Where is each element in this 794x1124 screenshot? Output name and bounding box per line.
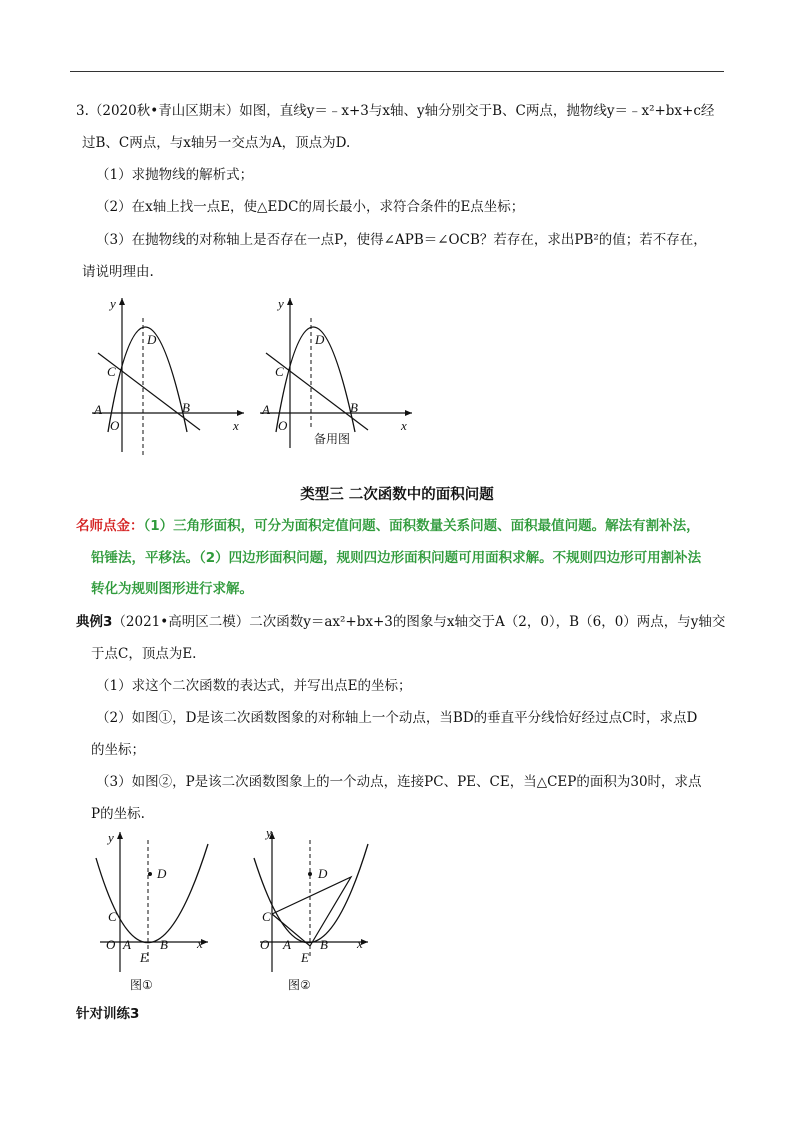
ex3-fig2-D-label: D bbox=[318, 866, 328, 881]
fig2-D-label: D bbox=[315, 332, 325, 347]
training-heading: 针对训练3 bbox=[76, 1006, 140, 1022]
ex3-fig2-caption: 图② bbox=[288, 978, 311, 992]
q3-part1: （1）求抛物线的解析式； bbox=[96, 167, 254, 183]
fig1-B-label: B bbox=[182, 400, 190, 415]
ex3-fig1-D-label: D bbox=[157, 866, 167, 881]
ex3-fig2-y-label: y bbox=[266, 825, 272, 840]
q3-figure-1 bbox=[86, 290, 256, 464]
ex3-line1 bbox=[76, 612, 725, 632]
q3-part3-cont: 请说明理由. bbox=[82, 264, 154, 280]
tip-line2: 铅锤法，平移法。（2）四边形面积问题，规则四边形面积问题可用面积求解。不规则四边形可用割补法 bbox=[91, 550, 702, 566]
ex3-fig2-E-label: E bbox=[301, 950, 309, 965]
tip-text1: （1）三角形面积，可分为面积定值问题、面积数量关系问题、面积最值问题。解法有割补法， bbox=[143, 518, 700, 534]
ex3-fig2-x-label: x bbox=[357, 936, 363, 951]
ex3-fig2-C-label: C bbox=[262, 909, 271, 924]
fig1-A-label: A bbox=[94, 402, 102, 417]
ex3-fig1-O-label: O bbox=[106, 937, 116, 952]
fig2-B-label: B bbox=[350, 400, 358, 415]
fig1-y-label: y bbox=[110, 296, 116, 311]
ex3-part2-cont: 的坐标； bbox=[91, 742, 145, 758]
fig2-caption: 备用图 bbox=[314, 432, 351, 446]
ex3-fig1-x-label: x bbox=[197, 936, 203, 951]
fig2-x-label: x bbox=[401, 418, 407, 433]
fig2-O-label: O bbox=[278, 418, 288, 433]
ex3-fig1-caption: 图① bbox=[130, 978, 153, 992]
section-title: 类型三 二次函数中的面积问题 bbox=[300, 487, 494, 503]
ex3-part2: （2）如图①，D是该二次函数图象的对称轴上一个动点，当BD的垂直平分线恰好经过点C时，求点D bbox=[96, 710, 698, 726]
q3-part3: （3）在抛物线的对称轴上是否存在一点P，使得∠APB＝∠OCB？若存在，求出PB²的值；若不存在， bbox=[96, 232, 707, 248]
q3-figure-2 bbox=[254, 290, 424, 454]
ex3-fig1-E-label: E bbox=[140, 950, 148, 965]
ex3-line2: 于点C，顶点为E. bbox=[91, 646, 197, 662]
ex3-fig1-C-label: C bbox=[108, 909, 117, 924]
fig1-x-label: x bbox=[233, 418, 239, 433]
q3-line1: 3.（2020秋•青山区期末）如图，直线y＝﹣x+3与x轴、y轴分别交于B、C两点，抛物线y＝﹣x²+bx+c经 bbox=[76, 103, 715, 119]
fig2-C-label: C bbox=[275, 364, 284, 379]
ex3-figure-1 bbox=[90, 822, 220, 1001]
tip-label: 名师点金： bbox=[76, 518, 144, 534]
ex3-fig1-B-label: B bbox=[160, 937, 168, 952]
ex3-part3-cont: P的坐标. bbox=[91, 806, 145, 822]
ex3-fig1-y-label: y bbox=[108, 830, 114, 845]
ex3-part1: （1）求这个二次函数的表达式，并写出点E的坐标； bbox=[96, 678, 412, 694]
ex3-fig2-O-label: O bbox=[260, 937, 270, 952]
ex3-fig2-A-label: A bbox=[283, 937, 291, 952]
ex3-text1: （2021•高明区二模）二次函数y＝ax²+bx+3的图象与x轴交于A（2，0），B（6，0）两点，与y轴交 bbox=[112, 614, 726, 630]
ex3-part3: （3）如图②，P是该二次函数图象上的一个动点，连接PC、PE、CE，当△CEP的面积为30时，求点 bbox=[96, 774, 702, 790]
tip-line3: 转化为规则图形进行求解。 bbox=[91, 581, 253, 597]
header-rule bbox=[70, 71, 724, 72]
q3-line2: 过B、C两点，与x轴另一交点为A，顶点为D. bbox=[82, 135, 351, 151]
q3-part2: （2）在x轴上找一点E，使△EDC的周长最小，求符合条件的E点坐标； bbox=[96, 199, 525, 215]
fig1-O-label: O bbox=[110, 418, 120, 433]
fig2-A-label: A bbox=[262, 402, 270, 417]
ex3-fig2-B-label: B bbox=[320, 937, 328, 952]
fig1-D-label: D bbox=[147, 332, 157, 347]
fig2-y-label: y bbox=[278, 296, 284, 311]
ex3-figure-2 bbox=[250, 822, 380, 1001]
ex3-fig1-A-label: A bbox=[123, 937, 131, 952]
fig1-C-label: C bbox=[107, 364, 116, 379]
tip-line1 bbox=[76, 516, 700, 536]
ex3-label: 典例3 bbox=[76, 614, 113, 630]
